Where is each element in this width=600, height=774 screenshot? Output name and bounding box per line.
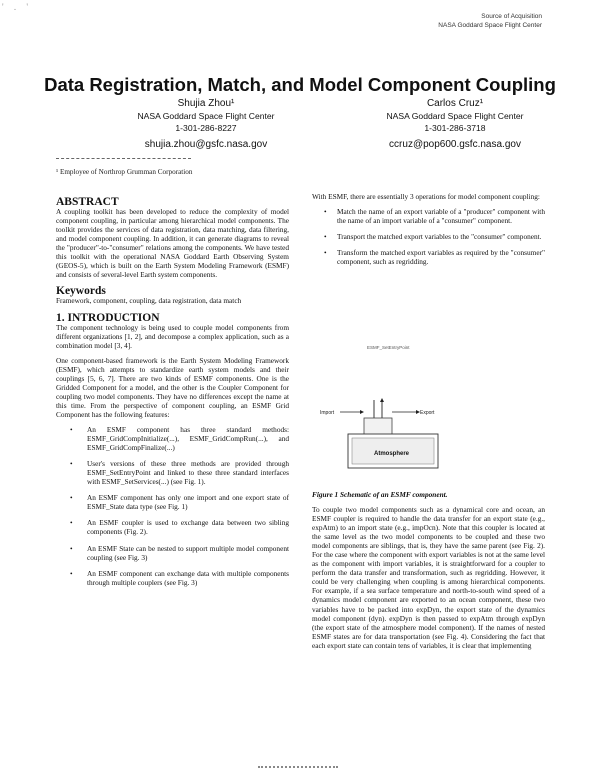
scan-corner-marks: ' . ' [2, 2, 32, 12]
small-box [364, 418, 392, 436]
figure-1-caption: Figure 1 Schematic of an ESMF component. [312, 490, 448, 499]
author-email-link[interactable]: ccruz@pop600.gsfc.nasa.gov [389, 139, 521, 150]
intro-heading: 1. INTRODUCTION [56, 311, 160, 324]
feature-list [56, 425, 289, 587]
abstract-text: A coupling toolkit has been developed to reduce the complexity of model component coupling, in particular among hierarchical model components. The toolkit provides the services of data registration, data matching, data filtering, and model component coupling. In addition, it can generate diagrams to reveal the "producer"-to-"consumer" relations among the components. We have tested this toolkit with the operational NASA Goddard Earth Observing System (GEOS-5), which is built on the Earth System Modeling Framework (ESMF) and consists of several-level Earth system components. [56, 207, 289, 280]
paper-title: Data Registration, Match, and Model Component Coupling [44, 74, 556, 95]
figure-1-top-label: ESMF_SetEntryPoint [367, 345, 410, 350]
acquisition-stamp-line2: NASA Goddard Space Flight Center [438, 22, 542, 29]
operations-intro: With ESMF, there are essentially 3 operations for model component coupling: [312, 192, 540, 201]
list-item: • An ESMF component has only one import and one export state of ESMF_State data type (see Fig. 1) [56, 493, 289, 511]
list-item: • An ESMF State can be nested to support multiple model component coupling (see Fig. 3) [56, 544, 289, 562]
footnote-rule [56, 158, 191, 159]
author-org: NASA Goddard Space Flight Center [137, 111, 275, 121]
figure-1-export-label: Export [420, 410, 435, 416]
page-footer-mark [258, 766, 338, 768]
keywords-text: Framework, component, coupling, data registration, data match [56, 296, 242, 306]
author-phone: 1-301-286-8227 [175, 123, 237, 133]
acquisition-stamp-line1: Source of Acquisition [481, 13, 542, 20]
list-item: • Match the name of an export variable of a "producer" component with the name of an import variable of a "consumer" component. [312, 207, 545, 225]
list-item: • Transport the matched export variables to the "consumer" component. [312, 232, 545, 241]
intro-paragraph-1: The component technology is being used to couple model components from different organizations [1, 2], and decompose a complex application, such as a combination model [3, 4]. [56, 322, 289, 350]
list-item: • An ESMF coupler is used to exchange data between two sibling components (Fig. 2). [56, 518, 289, 536]
keywords-heading: Keywords [56, 285, 106, 298]
operations-list [312, 207, 545, 266]
right-paragraph: To couple two model components such as a dynamical core and ocean, an ESMF coupler is required to handle the data transfer for an export state (e.g., expAtm) to an import state (e.g., impOcn). Note that this coupler is located at the same level as the two model components to be coupled and these two model components are siblings, that is, they have the same parent (see Fig. 2). For the case where the component with export variables is not at the same level as the component with import variables, it is straightforward for a coupler to perform the data transfer and transformation, such as regridding. However, it could be very challenging when coupling is among hierarchical components. For example, if a sea surface temperature and north-to-south wind speed of a dynamics model component are exported to an ocean component, these two variables have to be packed into expDyn, the export state of the dynamics model component (dyn). expDyn is then passed to expAtm through expDyn (the export state of the atmosphere model component). If the names of nested ESMF states are for data transportation (see Fig. 4). Considering the fact that each export state can contain tens of variables, it is clear that implementing [312, 505, 545, 650]
abstract-heading: ABSTRACT [56, 196, 119, 208]
figure-1-diagram [312, 340, 545, 480]
list-item: • An ESMF component has three standard methods: ESMF_GridCompInitialize(...), ESMF_GridCompRun(...), and ESMF_GridCompFinalize(...) [56, 425, 289, 452]
list-item: • User's versions of these three methods are provided through ESMF_SetEntryPoint and linked to these three standard interfaces with ESMF_SetServices(...) (see Fig. 1). [56, 459, 289, 486]
acquisition-stamp [438, 12, 542, 30]
author-name: Carlos Cruz¹ [426, 98, 484, 109]
atmosphere-label: Atmosphere [374, 451, 410, 457]
author-block-cruz [345, 98, 565, 151]
right-column [312, 192, 545, 273]
author-name: Shujia Zhou¹ [177, 98, 235, 109]
left-column [56, 198, 289, 594]
right-column-body [312, 505, 545, 656]
author-email-link[interactable]: shujia.zhou@gsfc.nasa.gov [144, 139, 268, 150]
affiliation-footnote: ¹ Employee of Northrop Grumman Corporation [56, 168, 193, 176]
author-block-zhou [96, 98, 316, 151]
list-item: • An ESMF component can exchange data with multiple components through multiple couplers (see Fig. 3) [56, 569, 289, 587]
up-arrowhead [380, 398, 384, 402]
figure-1-import-label: Import [320, 410, 335, 416]
author-phone: 1-301-286-3718 [424, 123, 486, 133]
author-org: NASA Goddard Space Flight Center [386, 111, 524, 121]
intro-paragraph-2: One component-based framework is the Earth System Modeling Framework (ESMF), which attempts to standardize earth system models and their couplings [5, 6, 7]. There are two kinds of ESMF components. One is the Gridded Component for a model, and the other is the Coupler Component for coupling two model components. They have no differences except the name at this time. From the perspective of component coupling, an ESMF Grid Component has the following features: [56, 355, 289, 419]
import-arrowhead [360, 410, 364, 414]
list-item: • Transform the matched export variables as required by the "consumer" component, such as regridding. [312, 248, 545, 266]
